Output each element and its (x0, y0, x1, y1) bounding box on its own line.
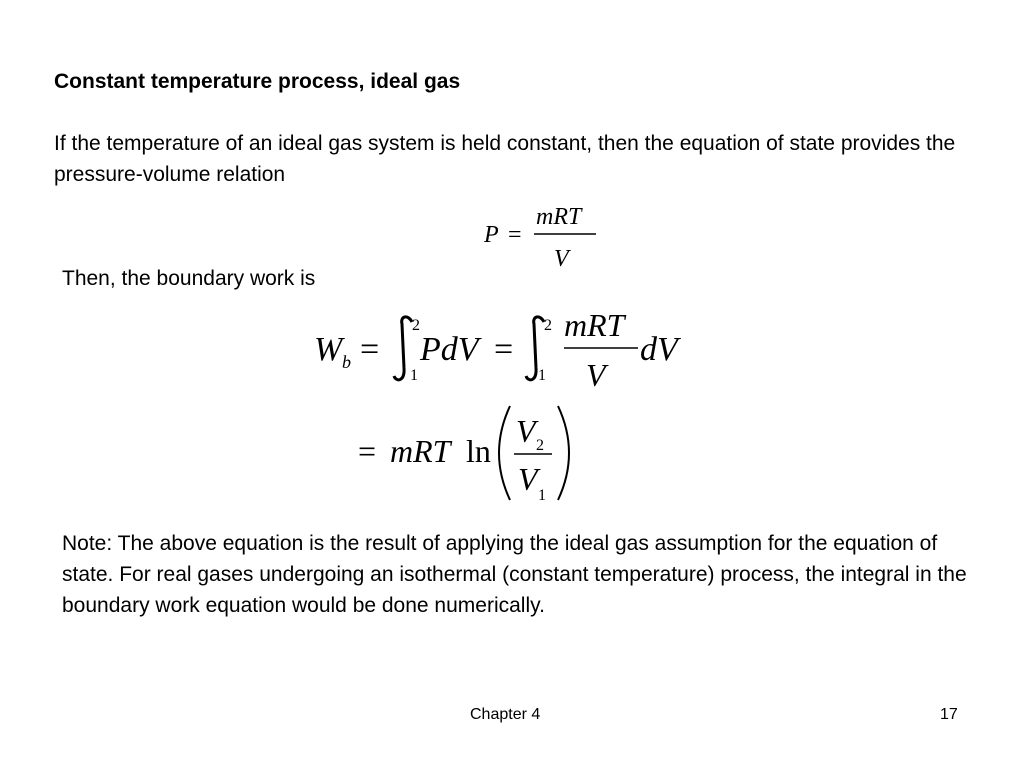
right-paren (558, 406, 569, 500)
equation-boundary-work (312, 300, 712, 400)
eq3-coefficient: mRT (390, 433, 451, 469)
eq2-int2-upper: 2 (544, 317, 552, 334)
eq3-denominator-subscript: 1 (538, 487, 546, 504)
intro-paragraph: If the temperature of an ideal gas system is held constant, then the equation of state provides the pressure-volume relation (54, 132, 956, 186)
eq2-int1-upper: 2 (412, 317, 420, 334)
left-paren (499, 406, 510, 500)
note-paragraph: Note: The above equation is the result of applying the ideal gas assumption for the equation of state. For real gases undergoing an isothermal (constant temperature) process, the integral in the boundary work equation would be done numerically. (62, 532, 967, 617)
footer-page-number: 17 (940, 706, 958, 723)
footer-chapter: Chapter 4 (470, 706, 541, 723)
eq3-equals: = (358, 433, 377, 469)
eq2-lhs-subscript: b (342, 352, 351, 372)
eq2-frac-numerator: mRT (564, 307, 625, 343)
equation-log-result (356, 398, 616, 508)
eq2-int2-lower: 1 (538, 367, 546, 384)
eq2-equals-2: = (494, 331, 514, 368)
slide-title: Constant temperature process, ideal gas (54, 70, 461, 93)
eq2-lhs: W (314, 331, 343, 368)
eq2-differential: dV (640, 331, 678, 368)
eq1-lhs: P (484, 222, 499, 248)
eq2-int1-body: PdV (420, 331, 479, 368)
eq3-numerator: V (516, 413, 536, 449)
eq1-numerator: mRT (536, 204, 582, 230)
eq2-frac-denominator: V (586, 357, 606, 393)
eq3-denominator: V (518, 461, 538, 497)
equation-pressure (484, 198, 614, 278)
eq1-equals: = (508, 222, 522, 248)
eq3-numerator-subscript: 2 (536, 437, 544, 454)
eq3-ln: ln (466, 433, 491, 469)
eq1-denominator: V (554, 246, 569, 272)
boundary-work-text: Then, the boundary work is (62, 267, 316, 290)
eq2-equals-1: = (360, 331, 380, 368)
eq2-int1-lower: 1 (410, 367, 418, 384)
